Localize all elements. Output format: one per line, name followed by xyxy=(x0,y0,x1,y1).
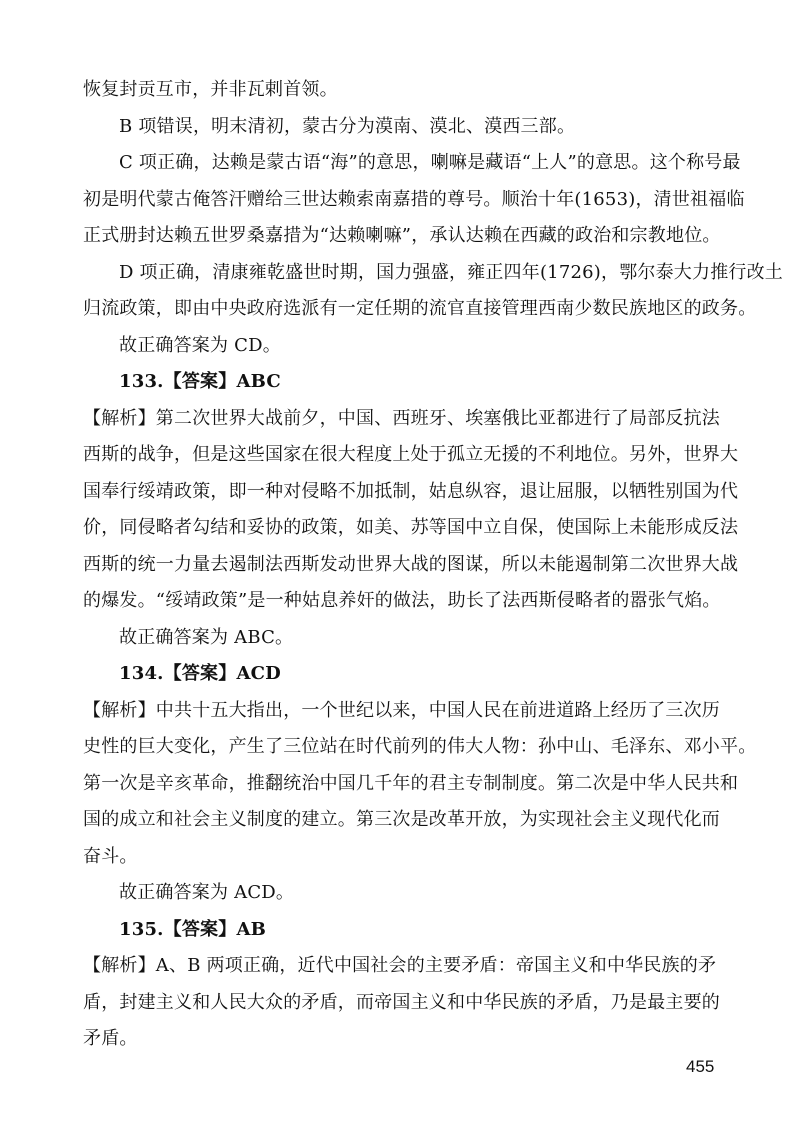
text-line: 奋斗。 xyxy=(83,845,138,867)
text-line: 国奉行绥靖政策，即一种对侵略不加抵制，姑息纵容，退让屈服，以牺牲别国为代 xyxy=(83,480,739,502)
text-line: 国的成立和社会主义制度的建立。第三次是改革开放，为实现社会主义现代化而 xyxy=(83,809,720,830)
text-line: 第一次是辛亥革命，推翻统治中国几千年的君主专制制度。第二次是中华人民共和 xyxy=(83,772,739,794)
analysis-line: 【解析】A、B 两项正确，近代中国社会的主要矛盾：帝国主义和中华民族的矛 xyxy=(83,955,717,976)
text-line: 的爆发。“绥靖政策”是一种姑息养奸的做法，助长了法西斯侵略者的嚣张气焰。 xyxy=(83,590,721,611)
text-line: 初是明代蒙古俺答汗赠给三世达赖索南嘉措的尊号。顺治十年(1653)，清世祖福临 xyxy=(83,188,745,210)
text-line: D 项正确，清康雍乾盛世时期，国力强盛，雍正四年(1726)，鄂尔泰大力推行改土 xyxy=(119,261,784,283)
answer-summary: 故正确答案为 CD。 xyxy=(119,334,281,356)
answer-heading: 133.【答案】ABC xyxy=(119,371,281,392)
text-line: 盾，封建主义和人民大众的矛盾，而帝国主义和中华民族的矛盾，乃是最主要的 xyxy=(83,991,720,1013)
answer-heading: 134.【答案】ACD xyxy=(119,663,281,684)
answer-summary: 故正确答案为 ACD。 xyxy=(119,882,295,903)
text-line: C 项正确，达赖是蒙古语“海”的意思，喇嘛是藏语“上人”的意思。这个称号最 xyxy=(119,152,741,173)
text-line: 恢复封贡互市，并非瓦剌首领。 xyxy=(83,79,338,100)
text-line: 西斯的战争，但是这些国家在很大程度上处于孤立无援的不利地位。另外，世界大 xyxy=(83,444,739,465)
text-line: 史性的巨大变化，产生了三位站在时代前列的伟大人物：孙中山、毛泽东、邓小平。 xyxy=(83,736,757,757)
text-line: 西斯的统一力量去遏制法西斯发动世界大战的图谋，所以未能遏制第二次世界大战 xyxy=(83,553,739,575)
analysis-line: 【解析】第二次世界大战前夕，中国、西班牙、埃塞俄比亚都进行了局部反抗法 xyxy=(83,407,720,429)
answer-summary: 故正确答案为 ABC。 xyxy=(119,626,294,648)
text-line: 价，同侵略者勾结和妥协的政策，如美、苏等国中立自保，使国际上未能形成反法 xyxy=(83,517,739,538)
text-line: B 项错误，明末清初，蒙古分为漠南、漠北、漠西三部。 xyxy=(119,115,576,137)
text-line: 归流政策，即由中央政府选派有一定任期的流官直接管理西南少数民族地区的政务。 xyxy=(83,298,757,319)
answer-heading: 135.【答案】AB xyxy=(119,918,267,940)
text-line: 正式册封达赖五世罗桑嘉措为“达赖喇嘛”，承认达赖在西藏的政治和宗教地位。 xyxy=(83,225,721,246)
page-number: 455 xyxy=(686,1057,715,1076)
analysis-line: 【解析】中共十五大指出，一个世纪以来，中国人民在前进道路上经历了三次历 xyxy=(83,699,720,721)
page-body xyxy=(83,72,784,1058)
text-line: 矛盾。 xyxy=(83,1028,138,1049)
